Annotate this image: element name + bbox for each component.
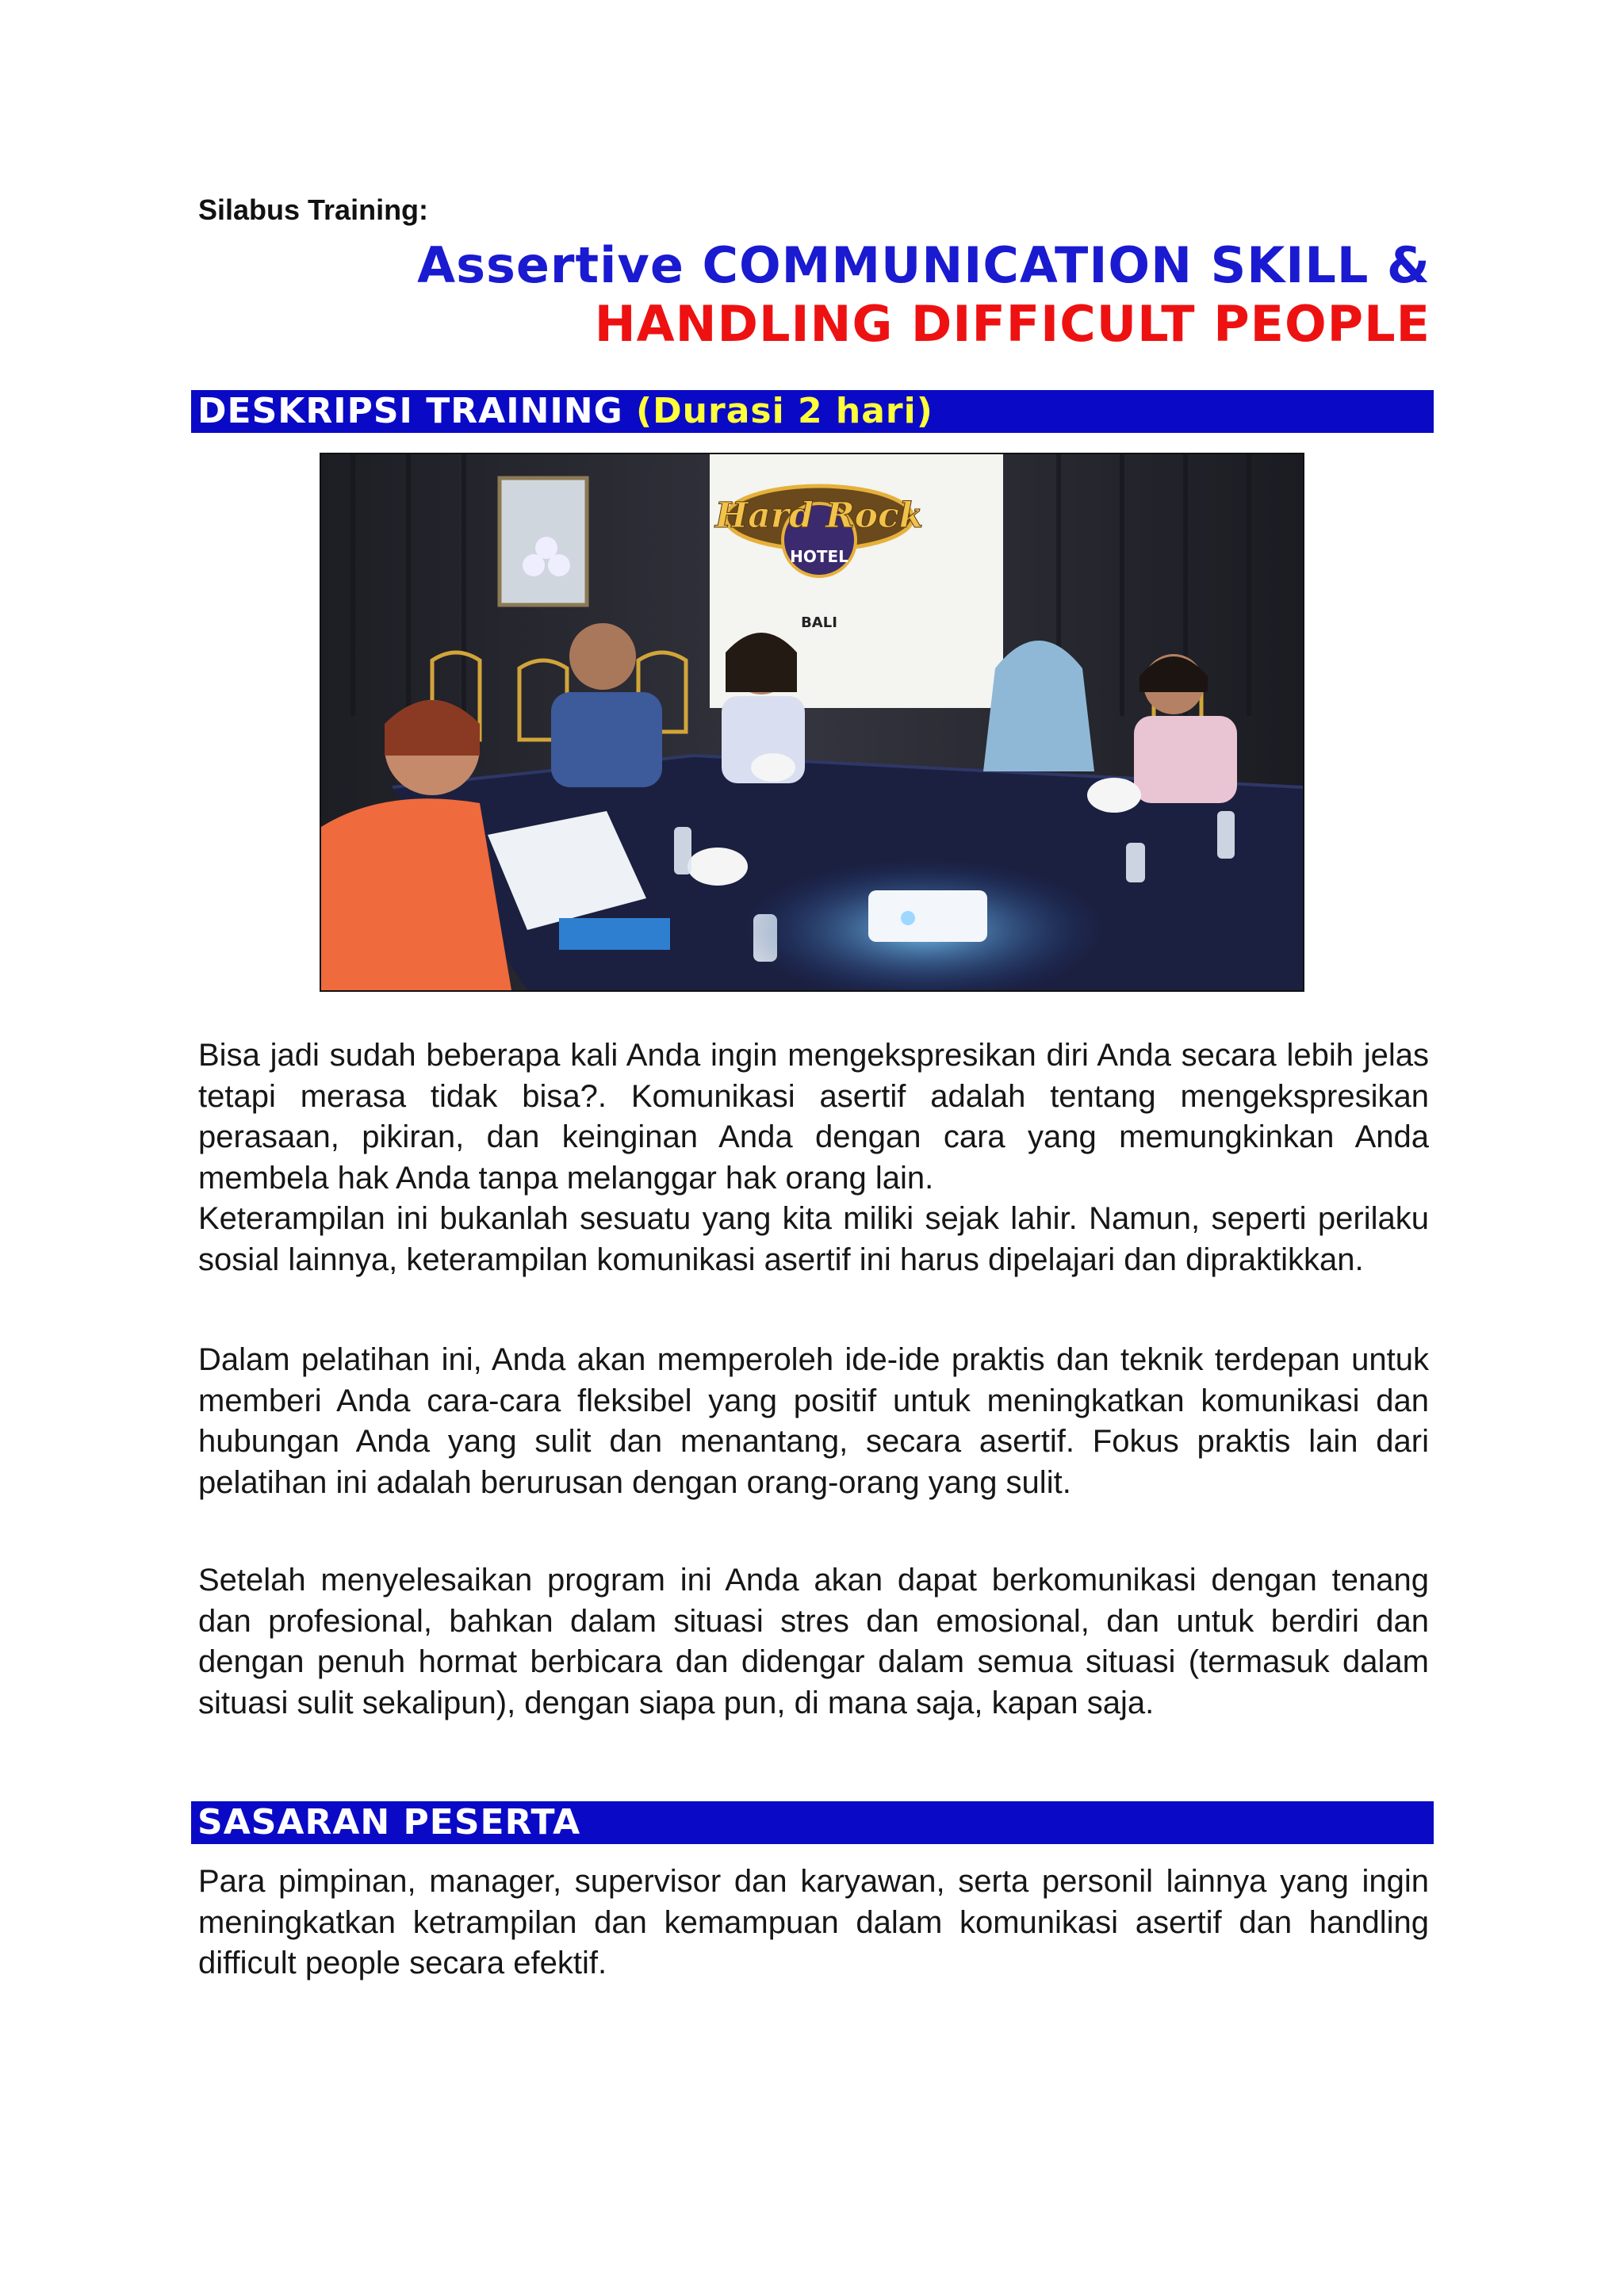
logo-hotel-text: HOTEL xyxy=(790,547,848,566)
title-line-1: Assertive COMMUNICATION SKILL & xyxy=(417,236,1431,294)
logo-city-text: BALI xyxy=(801,614,837,631)
paragraph-training: Dalam pelatihan ini, Anda akan memperoleh ide-ide praktis dan teknik terdepan untuk memberi Anda cara-cara fleksibel yang positif untuk meningkatkan komunikasi dan hubungan Anda yang sulit dan menantang, secara asertif. Fokus praktis lain dari pelatihan ini adalah berurusan dengan orang-orang yang sulit. xyxy=(198,1342,1429,1500)
section-bar-target xyxy=(191,1801,1434,1844)
paragraph-intro-b: Keterampilan ini bukanlah sesuatu yang kita miliki sejak lahir. Namun, seperti perilaku sosial lainnya, keterampilan komunikasi asertif ini harus dipelajari dan dipraktikkan. xyxy=(198,1201,1429,1277)
paragraph-intro-a: Bisa jadi sudah beberapa kali Anda ingin mengekspresikan diri Anda secara lebih jelas tetapi merasa tidak bisa?. Komunikasi asertif adalah tentang mengekspresikan perasaan, pikiran, dan keinginan Anda dengan cara yang memungkinkan Anda membela hak Anda tanpa melanggar hak orang lain. xyxy=(198,1038,1429,1196)
section-bar-description xyxy=(191,390,1434,433)
title-line-2: HANDLING DIFFICULT PEOPLE xyxy=(594,295,1431,353)
section-heading-description: DESKRIPSI TRAINING xyxy=(197,391,623,431)
section-heading-target: SASARAN PESERTA xyxy=(197,1802,581,1843)
logo-text: Hard Rock xyxy=(714,496,924,536)
paragraph-target: Para pimpinan, manager, supervisor dan karyawan, serta personil lainnya yang ingin meningkatkan ketrampilan dan kemampuan dalam komunikasi asertif dan handling difficult people secara efektif. xyxy=(198,1864,1429,1980)
paragraph-outcome: Setelah menyelesaikan program ini Anda akan dapat berkomunikasi dengan tenang dan profesional, bahkan dalam situasi stres dan emosional, dan untuk berdiri dan dengan penuh hormat berbicara dan didengar dalam semua situasi (termasuk dalam situasi sulit sekalipun), dengan siapa pun, di mana saja, kapan saja. xyxy=(198,1563,1429,1720)
duration-label: (Durasi 2 hari) xyxy=(636,391,933,431)
syllabus-kicker: Silabus Training: xyxy=(198,193,429,226)
training-photo xyxy=(320,453,1304,992)
paragraph-intro xyxy=(198,1035,1429,1280)
